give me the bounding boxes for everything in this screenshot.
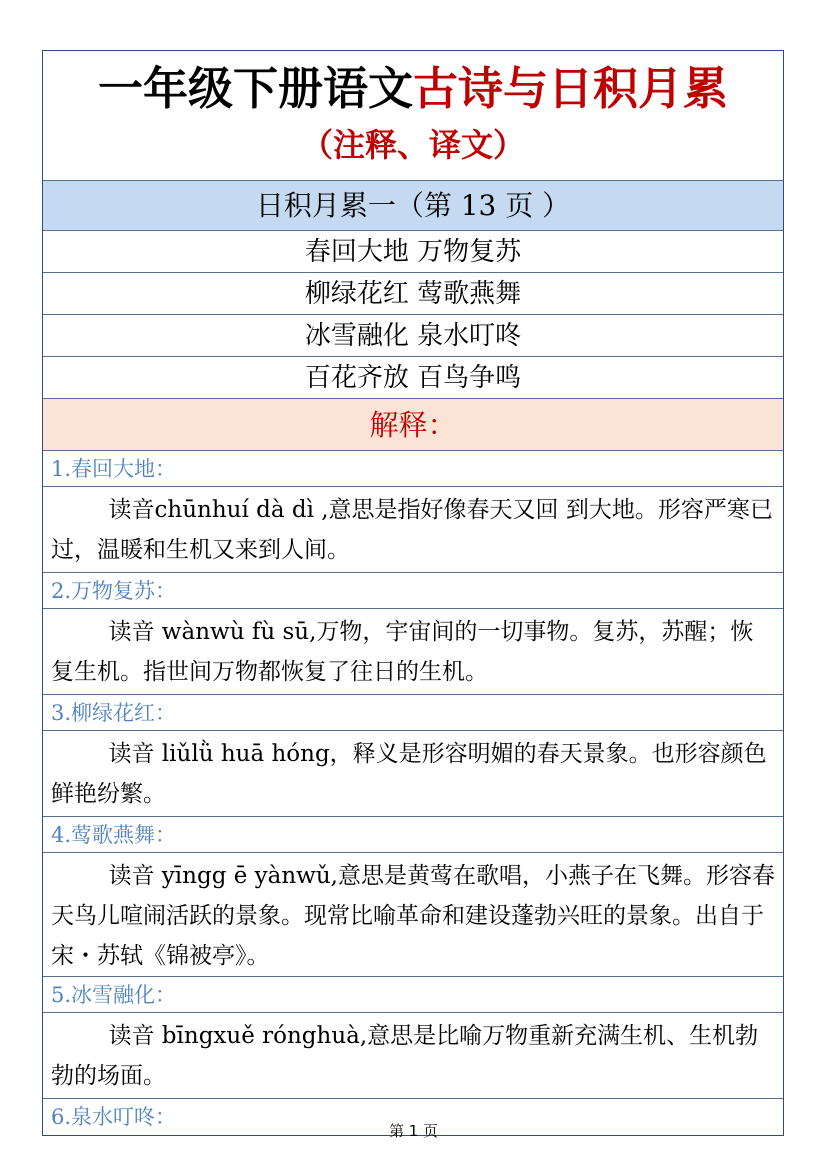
phrase-row: 柳绿花红 莺歌燕舞 (43, 273, 783, 315)
document-table (42, 50, 784, 1136)
phrase-row: 百花齐放 百鸟争鸣 (43, 357, 783, 399)
title-block (43, 51, 783, 181)
page-number: 第 1 页 (388, 1122, 439, 1140)
page-title (43, 51, 783, 121)
phrase-row: 春回大地 万物复苏 (43, 231, 783, 273)
page-subtitle: （注释、译文） (300, 126, 525, 164)
term-description: 读音 liǔlǜ huā hóng，释义是形容明媚的春天景象。也形容颜色鲜艳纷繁。 (43, 731, 783, 817)
title-part-black: 一年级下册语文 (97, 62, 413, 115)
term-description: 读音 wànwù fù sū,万物，宇宙间的一切事物。复苏，苏醒；恢复生机。指世间万物都恢复了往日的生机。 (43, 609, 783, 695)
term-description: 读音 bīngxuě rónghuà,意思是比喻万物重新充满生机、生机勃勃的场面。 (43, 1013, 783, 1099)
term-label: 5.冰雪融化： (43, 977, 783, 1013)
term-description: 读音chūnhuí dà dì ,意思是指好像春天又回 到大地。形容严寒已过，温暖和生机又来到人间。 (43, 487, 783, 573)
term-label: 4.莺歌燕舞： (43, 817, 783, 853)
title-part-red: 古诗与日积月累 (413, 62, 729, 115)
term-description: 读音 yīngg ē yànwǔ,意思是黄莺在歌唱，小燕子在飞舞。形容春天鸟儿喧闹活跃的景象。现常比喻革命和建设蓬勃兴旺的景象。出自于宋・苏轼《锦被亭》。 (43, 853, 783, 977)
term-label: 6.泉水叮咚： (51, 1105, 177, 1129)
phrase-row: 冰雪融化 泉水叮咚 (43, 315, 783, 357)
section-heading: 日积月累一（第 13 页 ） (43, 181, 783, 231)
term-label: 2.万物复苏： (43, 573, 783, 609)
explain-heading: 解释： (43, 399, 783, 451)
term-label: 3.柳绿花红： (43, 695, 783, 731)
term-label: 1.春回大地： (43, 451, 783, 487)
